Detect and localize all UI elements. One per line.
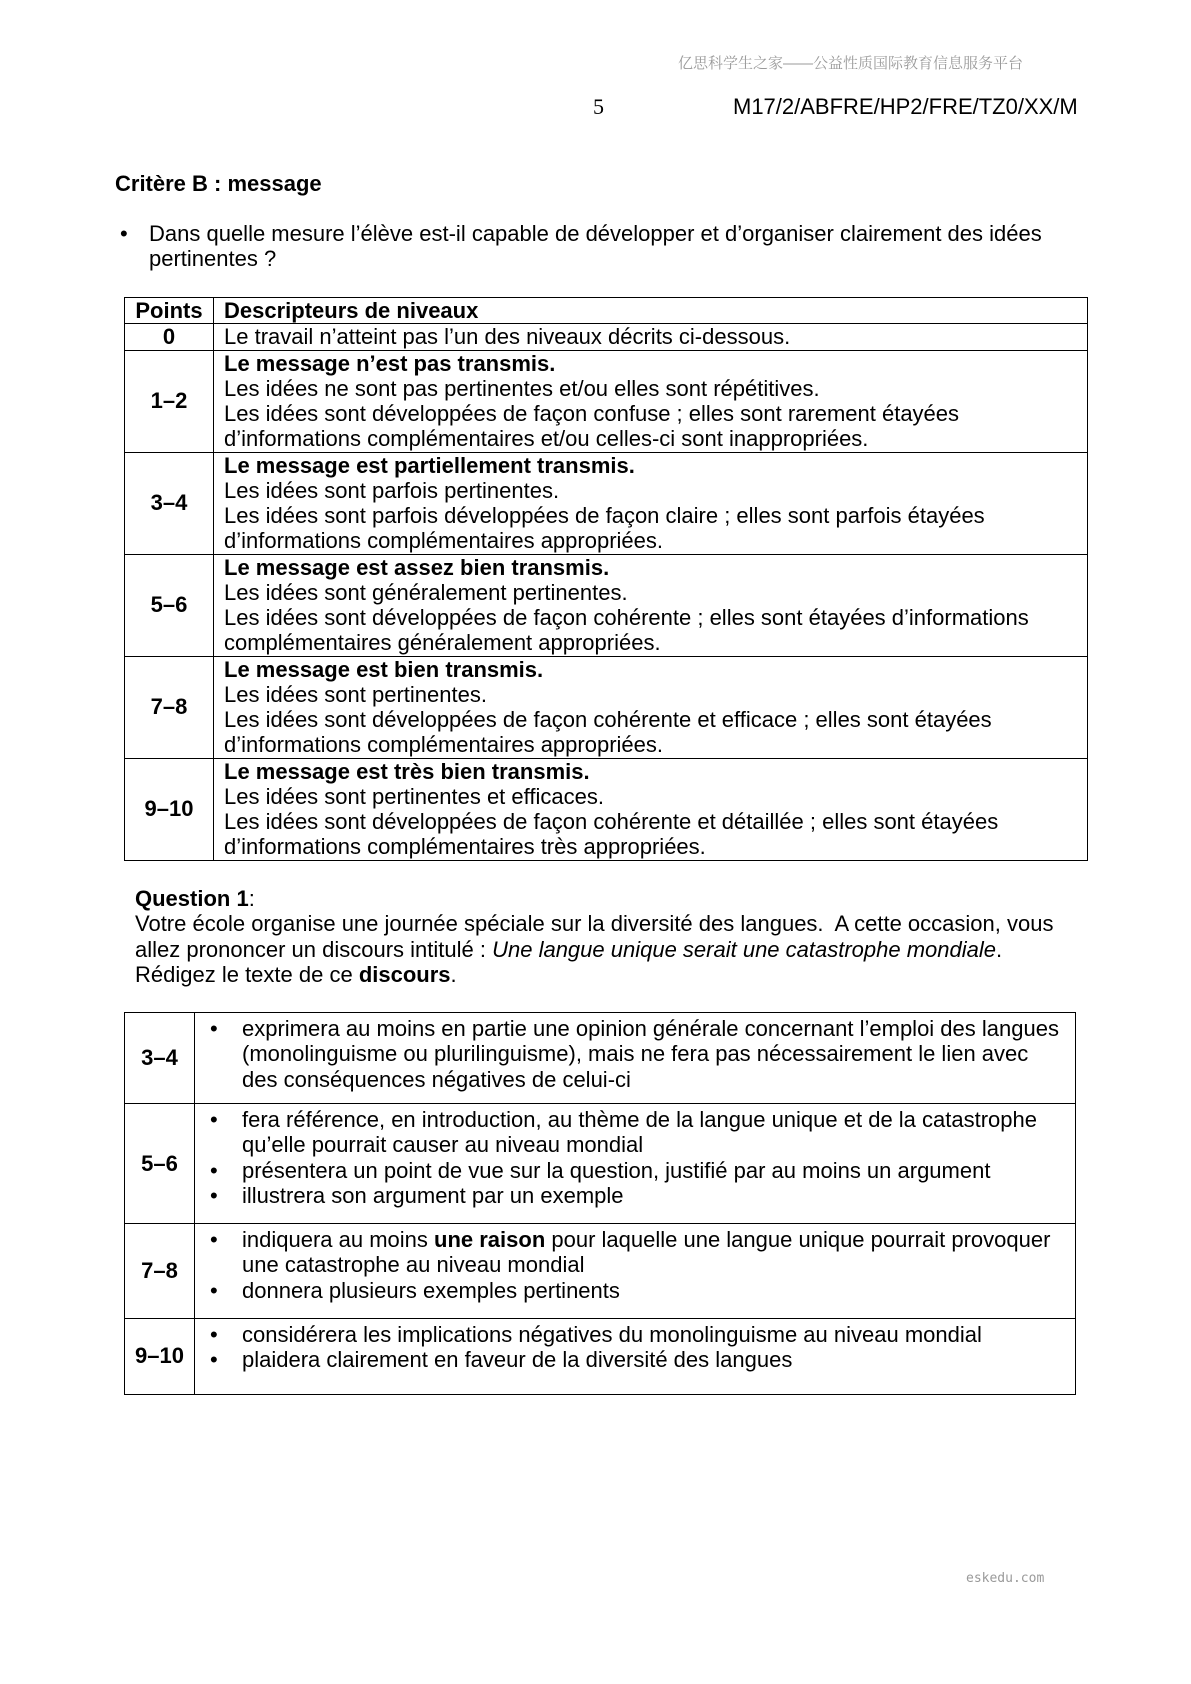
bullet-icon: •: [210, 1321, 218, 1347]
question-heading: [135, 886, 1053, 911]
footer-watermark: eskedu.com: [966, 1571, 1045, 1586]
descriptor-line: Les idées sont parfois pertinentes.: [224, 477, 560, 503]
question-text: allez prononcer un discours intitulé :: [135, 936, 493, 962]
table-row: [125, 1013, 1075, 1103]
criteria-keyword: une raison: [434, 1227, 546, 1252]
descriptor-cell: [214, 759, 1087, 860]
table-row: [125, 758, 1087, 860]
list-item: [210, 1322, 1075, 1347]
table-row: [125, 656, 1087, 758]
descriptor-cell: [214, 351, 1087, 452]
criteria-line: considérera les implications négatives du monolinguisme au niveau mondial: [242, 1321, 982, 1347]
list-item: [210, 1107, 1075, 1158]
document-code: M17/2/ABFRE/HP2/FRE/TZ0/XX/M: [733, 94, 1078, 119]
criteria-cell: [195, 1013, 1075, 1103]
criteria-line: présentera un point de vue sur la question, justifié par au moins un argument: [242, 1157, 991, 1183]
descriptor-summary: Le message est bien transmis.: [224, 656, 544, 682]
points-cell: 7–8: [125, 657, 214, 758]
criteria-line: fera référence, en introduction, au thème de la langue unique et de la catastrophe: [242, 1107, 1037, 1132]
descriptor-summary: Le message n’est pas transmis.: [224, 350, 556, 376]
descriptor-line: Les idées sont développées de façon confuse ; elles sont rarement étayées: [224, 401, 960, 426]
descriptor-line: d’informations complémentaires appropriées.: [224, 732, 663, 758]
descriptor-line: Les idées sont parfois développées de façon claire ; elles sont parfois étayées: [224, 503, 985, 528]
criteria-line: [242, 1227, 1050, 1252]
criteria-line: (monolinguisme ou plurilinguisme), mais ne fera pas nécessairement le lien avec: [242, 1041, 1029, 1067]
points-cell: 1–2: [125, 351, 214, 452]
bullet-icon: •: [210, 1277, 218, 1303]
list-item: [210, 1347, 1075, 1372]
list-item: [210, 1183, 1075, 1208]
criteria-line: donnera plusieurs exemples pertinents: [242, 1277, 620, 1303]
descriptor-line: Les idées sont pertinentes et efficaces.: [224, 783, 604, 809]
criteria-line: plaidera clairement en faveur de la diversité des langues: [242, 1346, 793, 1372]
table-row: [125, 452, 1087, 554]
question-label: Question 1: [135, 886, 249, 911]
criteria-line: qu’elle pourrait causer au niveau mondial: [242, 1132, 644, 1158]
points-cell: 3–4: [125, 453, 214, 554]
criterion-question-line: pertinentes ?: [149, 246, 277, 272]
criteria-line: exprimera au moins en partie une opinion générale concernant l’emploi des langues: [242, 1016, 1059, 1041]
descriptor-line: Les idées sont développées de façon cohérente et efficace ; elles sont étayées: [224, 707, 992, 732]
descriptor-line: d’informations complémentaires très appropriées.: [224, 834, 706, 860]
table-header-row: [125, 298, 1087, 323]
descriptor-line: Le travail n’atteint pas l’un des niveaux décrits ci-dessous.: [224, 324, 791, 350]
criteria-cell: [195, 1224, 1075, 1318]
criterion-title: Critère B : message: [115, 171, 322, 196]
descriptor-line: d’informations complémentaires et/ou celles-ci sont inappropriées.: [224, 426, 869, 452]
descriptor-line: Les idées sont développées de façon cohérente ; elles sont étayées d’informations: [224, 605, 1029, 630]
descriptor-summary: Le message est assez bien transmis.: [224, 554, 610, 580]
descriptor-cell: [214, 657, 1087, 758]
descriptor-summary: Le message est très bien transmis.: [224, 758, 590, 784]
table-row: [125, 350, 1087, 452]
question-label-suffix: :: [248, 886, 255, 911]
descriptor-cell: [214, 453, 1087, 554]
list-item: [210, 1278, 1075, 1303]
points-cell: 7–8: [125, 1224, 195, 1318]
points-cell: 9–10: [125, 759, 214, 860]
marking-criteria-table: [124, 1012, 1076, 1395]
list-item: [210, 1158, 1075, 1183]
descriptor-line: complémentaires généralement appropriées.: [224, 630, 661, 656]
descriptor-summary: Le message est partiellement transmis.: [224, 452, 635, 478]
points-cell: 5–6: [125, 555, 214, 656]
points-cell: 5–6: [125, 1104, 195, 1223]
criteria-line: illustrera son argument par un exemple: [242, 1182, 624, 1208]
descriptor-cell: [214, 324, 1087, 349]
descriptor-line: Les idées sont généralement pertinentes.: [224, 579, 628, 605]
table-row: [125, 554, 1087, 656]
list-item: [210, 1227, 1075, 1278]
criteria-cell: [195, 1319, 1075, 1394]
points-cell: 9–10: [125, 1319, 195, 1394]
table-row: [125, 323, 1087, 349]
descriptor-line: Les idées sont pertinentes.: [224, 681, 487, 707]
descriptor-line: Les idées sont développées de façon cohérente et détaillée ; elles sont étayées: [224, 809, 999, 834]
descriptor-line: d’informations complémentaires appropriées.: [224, 528, 663, 554]
descriptor-line: Les idées ne sont pas pertinentes et/ou elles sont répétitives.: [224, 375, 820, 401]
table-row: [125, 1103, 1075, 1223]
bullet-icon: •: [210, 1346, 218, 1372]
bullet-icon: •: [210, 1016, 218, 1041]
question-text: .: [996, 936, 1003, 962]
bullet-icon: •: [210, 1182, 218, 1208]
question-text: Rédigez le texte de ce: [135, 961, 359, 987]
descriptor-cell: [214, 555, 1087, 656]
criterion-question: [149, 221, 1042, 272]
points-cell: 3–4: [125, 1013, 195, 1103]
page-number: 5: [593, 94, 604, 119]
column-header-points: Points: [125, 298, 214, 323]
bullet-icon: •: [210, 1107, 218, 1132]
question-block: [135, 886, 1053, 987]
text-type-keyword: discours: [358, 961, 451, 987]
question-line: [135, 962, 1053, 987]
criteria-cell: [195, 1104, 1075, 1223]
levels-descriptor-table: [124, 297, 1088, 861]
bullet-icon: •: [210, 1227, 218, 1252]
criterion-question-line: Dans quelle mesure l’élève est-il capable de développer et d’organiser clairement des idées: [149, 221, 1042, 246]
question-line: Votre école organise une journée spéciale sur la diversité des langues. A cette occasion, vous: [135, 911, 1054, 937]
criteria-text: indiquera au moins: [242, 1227, 435, 1252]
question-text: .: [450, 961, 457, 987]
table-row: [125, 1318, 1075, 1394]
bullet-icon: •: [210, 1157, 218, 1183]
criteria-text: pour laquelle une langue unique pourrait provoquer: [545, 1227, 1051, 1252]
points-cell: 0: [125, 324, 214, 349]
table-row: [125, 1223, 1075, 1318]
list-item: [210, 1016, 1075, 1092]
header-watermark: 亿思科学生之家——公益性质国际教育信息服务平台: [678, 55, 1024, 72]
bullet-icon: •: [120, 221, 128, 246]
column-header-descriptors: Descripteurs de niveaux: [224, 298, 479, 323]
question-line: [135, 937, 1053, 962]
criteria-line: une catastrophe au niveau mondial: [242, 1252, 585, 1278]
speech-title: Une langue unique serait une catastrophe mondiale: [492, 936, 996, 962]
criteria-line: des conséquences négatives de celui-ci: [242, 1066, 631, 1092]
